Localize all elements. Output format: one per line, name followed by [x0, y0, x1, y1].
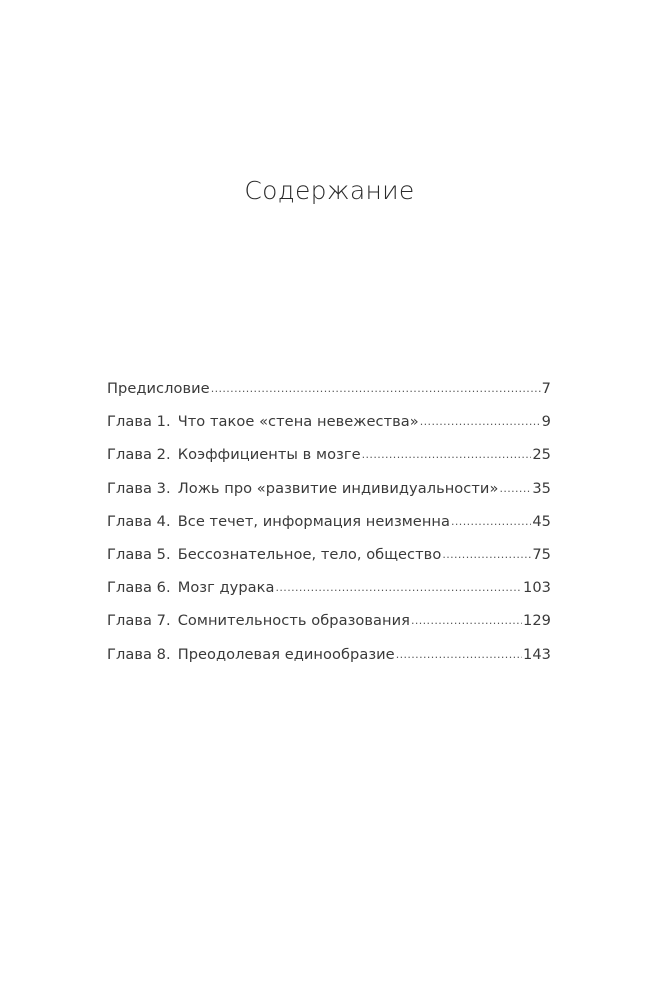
toc-entry-page: 143	[522, 645, 551, 663]
toc-entry-chapter: Глава 3.	[107, 479, 171, 497]
toc-entry-page: 45	[532, 512, 551, 530]
dot-leader	[451, 515, 531, 528]
toc-entry-chapter-3[interactable]	[107, 480, 551, 513]
toc-entry-chapter-8[interactable]	[107, 646, 551, 679]
toc-entry-title: Все течет, информация неизменна	[177, 512, 451, 530]
toc-entry-chapter: Глава 5.	[107, 545, 171, 563]
dot-leader	[362, 448, 532, 461]
toc-entry-title: Ложь про «развитие индивидуальности»	[177, 479, 499, 497]
toc-entry-chapter-7[interactable]	[107, 612, 551, 645]
page-title: Содержание	[244, 176, 415, 205]
toc-entry-chapter-6[interactable]	[107, 579, 551, 612]
dot-leader	[211, 382, 541, 395]
toc-entry-page: 9	[541, 413, 551, 431]
dot-leader	[396, 648, 522, 661]
dot-leader	[276, 581, 522, 594]
toc-entry-title: Преодолевая единообразие	[177, 645, 395, 663]
toc-entry-chapter-2[interactable]	[107, 446, 551, 479]
toc-entry-chapter-4[interactable]	[107, 513, 551, 546]
toc-entry-preface[interactable]	[107, 380, 551, 413]
toc-entry-chapter: Глава 7.	[107, 612, 171, 630]
toc-entry-page: 7	[541, 380, 551, 397]
toc-entry-page: 25	[532, 446, 551, 464]
toc-entry-chapter: Глава 2.	[107, 446, 171, 464]
toc-entry-chapter: Глава 6.	[107, 579, 171, 597]
toc-entry-title: Предисловие	[107, 380, 210, 397]
toc-entry-page: 35	[532, 479, 551, 497]
toc-entry-title: Коэффициенты в мозге	[177, 446, 361, 464]
toc-entry-title: Бессознательное, тело, общество	[177, 545, 442, 563]
dot-leader	[499, 482, 531, 495]
toc-entry-page: 75	[532, 545, 551, 563]
toc-entry-page: 129	[522, 612, 551, 630]
toc-entry-chapter: Глава 1.	[107, 413, 171, 431]
dot-leader	[411, 614, 522, 627]
dot-leader	[442, 548, 531, 561]
toc-entry-title: Что такое «стена невежества»	[177, 413, 419, 431]
dot-leader	[420, 415, 541, 428]
toc-entry-chapter: Глава 8.	[107, 645, 171, 663]
table-of-contents	[107, 380, 551, 679]
toc-entry-chapter-1[interactable]	[107, 413, 551, 446]
toc-entry-chapter-5[interactable]	[107, 546, 551, 579]
toc-entry-chapter: Глава 4.	[107, 512, 171, 530]
toc-entry-page: 103	[522, 579, 551, 597]
toc-entry-title: Мозг дурака	[177, 579, 275, 597]
toc-entry-title: Сомнительность образования	[177, 612, 410, 630]
